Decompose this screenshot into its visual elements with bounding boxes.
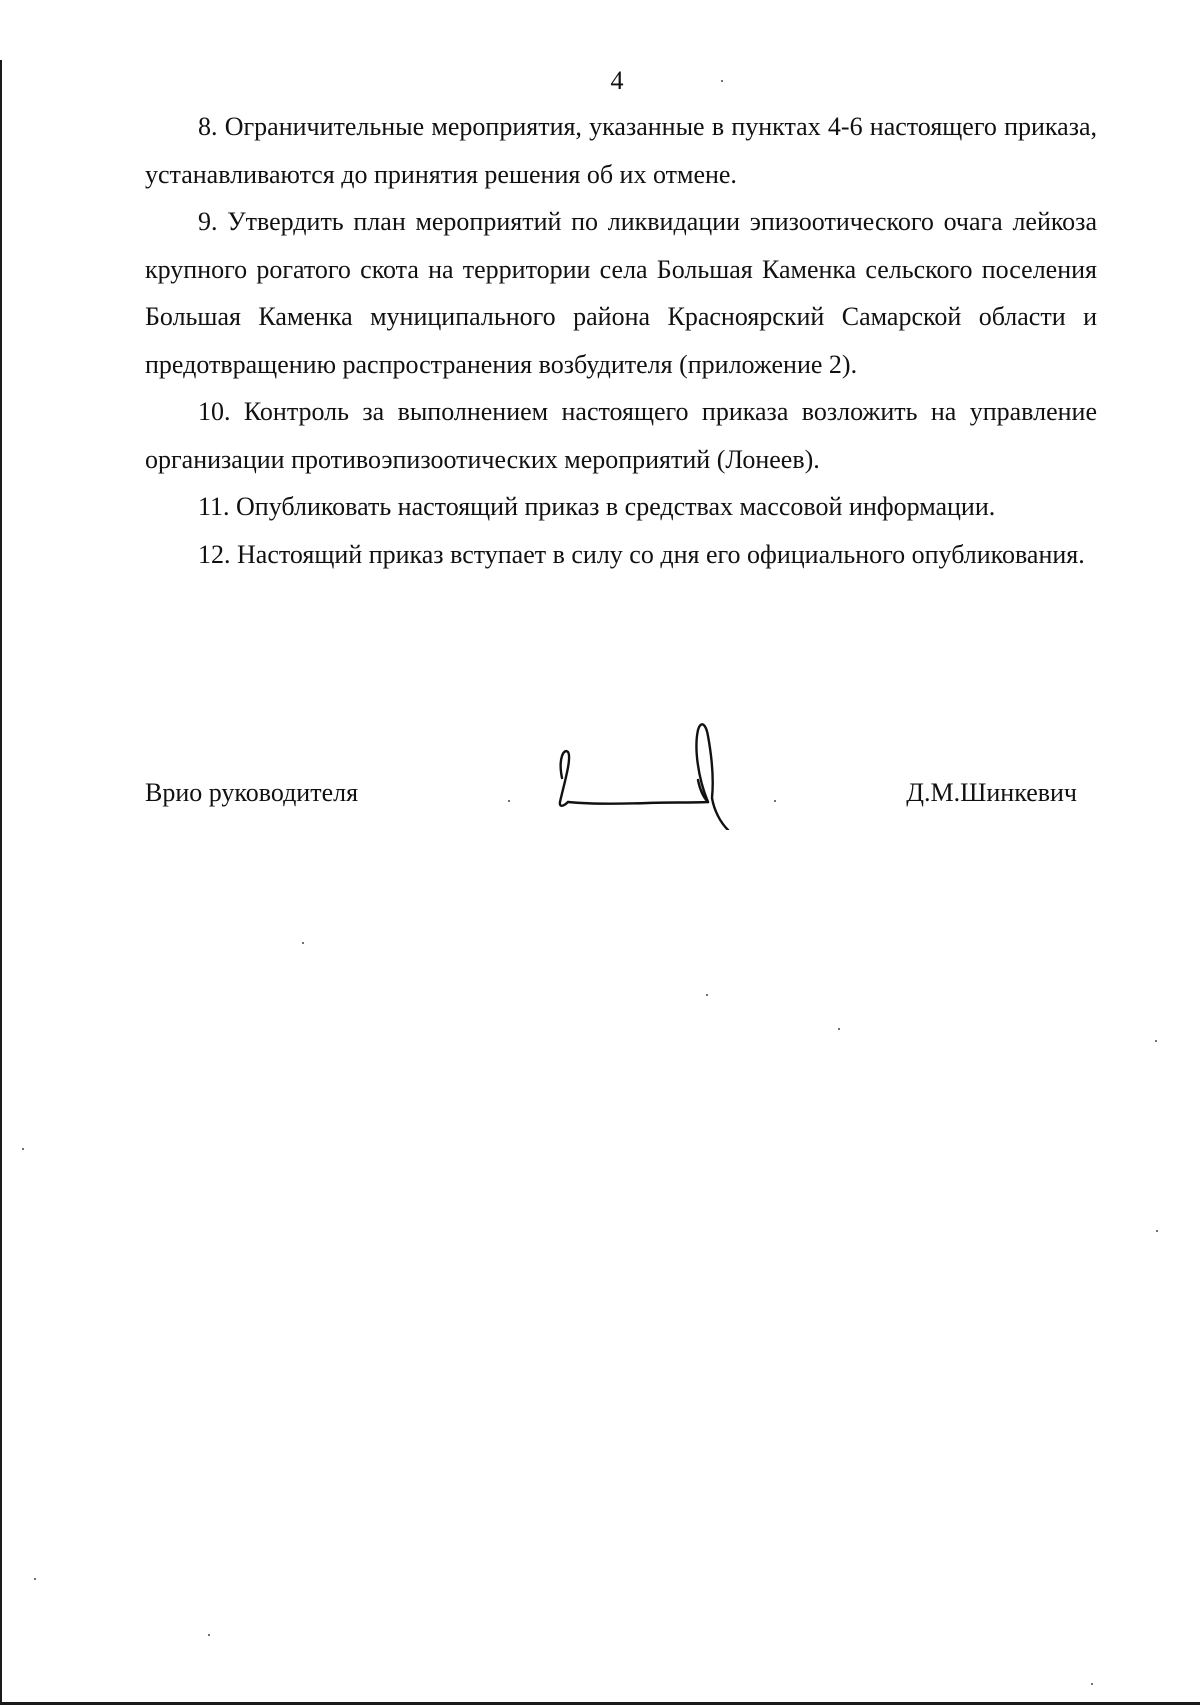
paragraph-9: 9. Утвердить план мероприятий по ликвидации эпизоотического очага лейкоза крупного рогатого скота на территории села Большая Каменка сельского поселения Большая Каменка муниципального района Красноярский Самарской области и предотвращению распространения возбудителя (приложение 2). (145, 207, 1097, 379)
scan-speck (22, 1148, 24, 1150)
handwritten-signature (548, 718, 738, 830)
page-number: 4 (610, 66, 624, 95)
paragraph-8: 8. Ограничительные мероприятия, указанные в пунктах 4-6 настоящего приказа, устанавливаются до принятия решения об их отмене. (145, 112, 1097, 189)
signatory-position: Врио руководителя (145, 778, 359, 807)
scan-speck (1155, 1040, 1157, 1042)
scan-speck (706, 994, 708, 996)
scan-speck (1091, 1683, 1093, 1685)
scan-speck (838, 1028, 840, 1030)
paragraph-10: 10. Контроль за выполнением настоящего приказа возложить на управление организации противоэпизоотических мероприятий (Лонеев). (145, 397, 1097, 474)
paragraph-12: 12. Настоящий приказ вступает в силу со дня его официального опубликования. (198, 539, 1085, 569)
scan-speck (1156, 1230, 1158, 1232)
signatory-name: Д.М.Шинкевич (906, 778, 1077, 807)
scan-speck (208, 1634, 210, 1636)
paragraph-11: 11. Опубликовать настоящий приказ в средствах массовой информации. (198, 492, 996, 521)
scan-speck (302, 942, 304, 944)
scan-speck (721, 80, 723, 82)
scan-speck (508, 800, 510, 802)
document-body (145, 103, 1097, 578)
scan-speck (34, 1578, 36, 1580)
scan-left-edge (0, 60, 2, 1705)
scan-speck (774, 800, 776, 802)
